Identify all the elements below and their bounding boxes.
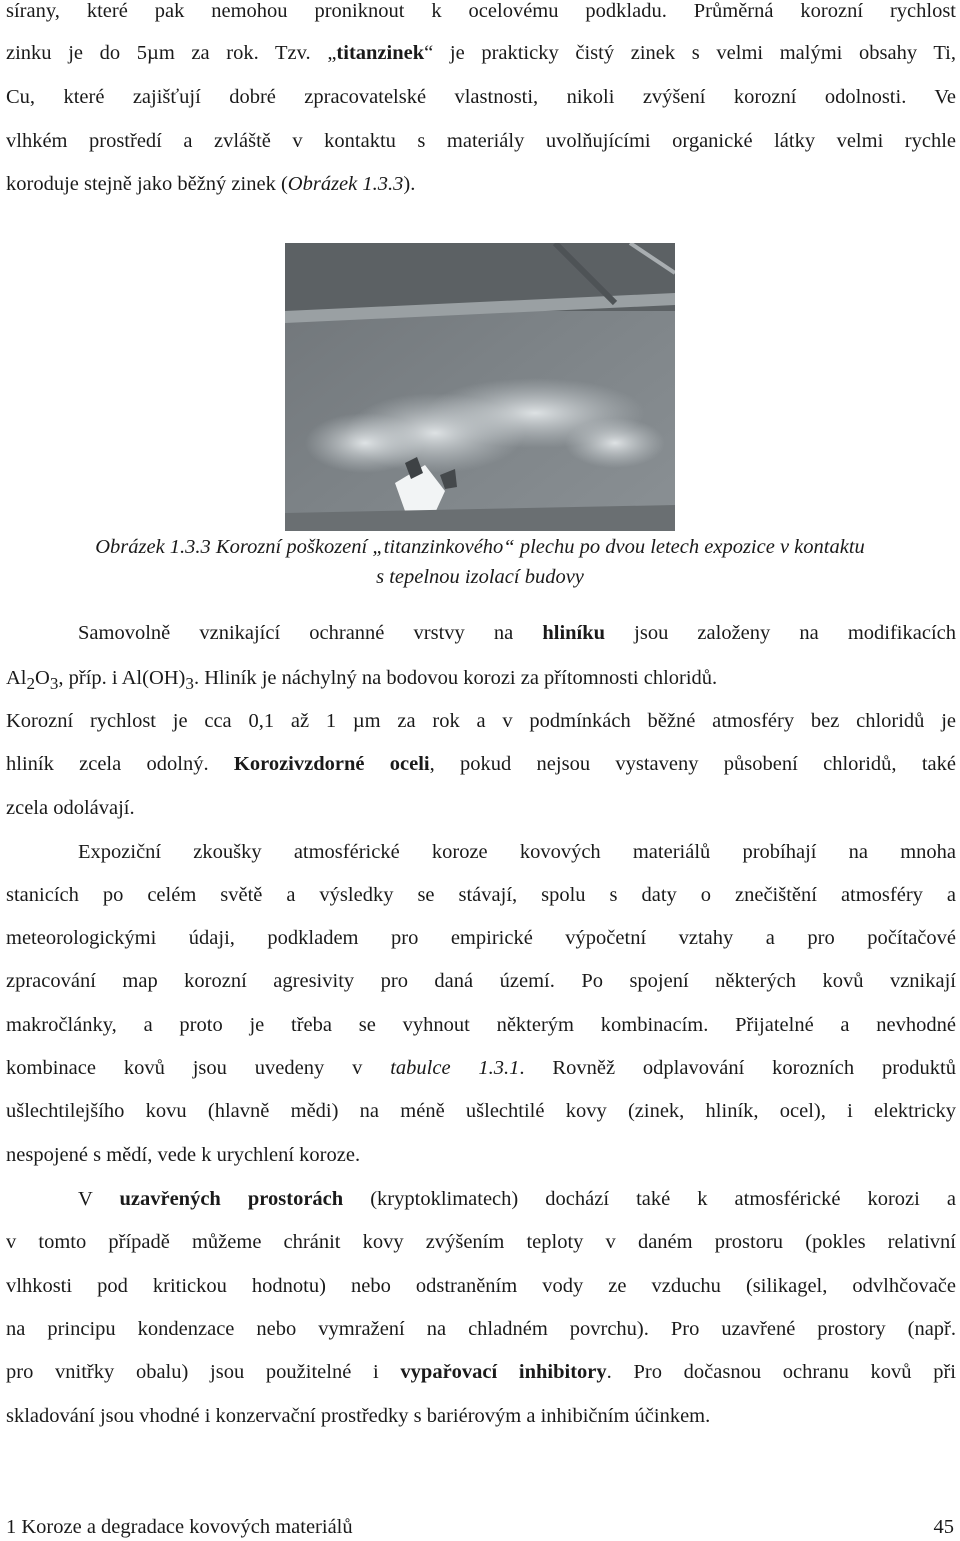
text-line: v tomto případě můžeme chránit kovy zvýšením teploty v daném prostoru (pokles relativní bbox=[6, 1231, 956, 1253]
text-line: nespojené s mědí, vede k urychlení koroze. bbox=[6, 1144, 361, 1166]
text-line: Expoziční zkoušky atmosférické koroze kovových materiálů probíhají na mnoha bbox=[78, 841, 956, 863]
bold-term-vyparovaci-inhibitory: vypařovací inhibitory bbox=[400, 1361, 607, 1383]
bold-term-uzavrene-prostory: uzavřených prostorách bbox=[119, 1188, 344, 1210]
footer-chapter-title: 1 Koroze a degradace kovových materiálů bbox=[6, 1516, 353, 1538]
text-line: $Al_2O_3$, příp. i $Al(OH)_3$. Hliník je náchylný na bodovou korozi za přítomnosti chloridů. bbox=[6, 667, 718, 694]
text-line: sírany, které pak nemohou proniknout k ocelovému podkladu. Průměrná korozní rychlost bbox=[6, 0, 956, 22]
text-line: Cu, které zajišťují dobré zpracovatelské vlastnosti, nikoli zvýšení korozní odolnosti. Ve bbox=[6, 86, 956, 108]
text-line: na principu kondenzace nebo vymražení na chladném povrchu). Pro uzavřené prostory (např. bbox=[6, 1318, 956, 1340]
text-line: zcela odolávají. bbox=[6, 797, 135, 819]
bold-term-korozivzdorne-oceli: Korozivzdorné oceli bbox=[233, 753, 430, 775]
corroded-sheet-photo bbox=[285, 243, 675, 531]
text-line: zpracování map korozní agresivity pro daná území. Po spojení některých kovů vznikají bbox=[6, 970, 956, 992]
page-number: 45 bbox=[933, 1516, 954, 1538]
bold-term-hlinik: hliníku bbox=[542, 622, 606, 644]
figure-caption-line2: s tepelnou izolací budovy bbox=[376, 566, 584, 588]
text-line: meteorologickými údaji, podkladem pro empirické výpočetní vztahy a pro počítačové bbox=[6, 927, 956, 949]
text-line: pro vnitřky obalu) jsou použitelné i vypařovací inhibitory. Pro dočasnou ochranu kovů při bbox=[6, 1361, 957, 1383]
text-line: makročlánky, a proto je třeba se vyhnout některým kombinacím. Přijatelné a nevhodné bbox=[6, 1014, 956, 1036]
text-line: kombinace kovů jsou uvedeny v tabulce 1.3.1. Rovněž odplavování korozních produktů bbox=[6, 1057, 957, 1079]
text-line: ušlechtilejšího kovu (hlavně mědi) na méně ušlechtilé kovy (zinek, hliník, ocel), i elektricky bbox=[6, 1100, 956, 1122]
text-line: stanicích po celém světě a výsledky se stávají, spolu s daty o znečištění atmosféry a bbox=[6, 884, 956, 906]
text-line: vlhkosti pod kritickou hodnotu) nebo odstraněním vody ze vzduchu (silikagel, odvlhčovače bbox=[6, 1275, 956, 1297]
text-line: hliník zcela odolný. Korozivzdorné oceli, pokud nejsou vystaveny působení chloridů, také bbox=[6, 753, 956, 775]
text-line: V uzavřených prostorách (kryptoklimatech) dochází také k atmosférické korozi a bbox=[78, 1188, 956, 1210]
text-line: skladování jsou vhodné i konzervační prostředky s bariérovým a inhibičním účinkem. bbox=[6, 1405, 711, 1427]
text-line: koroduje stejně jako běžný zinek (Obrázek 1.3.3). bbox=[6, 173, 416, 195]
text-line: Korozní rychlost je cca 0,1 až 1 µm za rok a v podmínkách běžné atmosféry bez chloridů je bbox=[6, 710, 956, 732]
text-line: Samovolně vznikající ochranné vrstvy na hliníku jsou založeny na modifikacích bbox=[78, 622, 956, 644]
figure-reference: Obrázek 1.3.3 bbox=[287, 173, 404, 195]
table-reference: tabulce 1.3.1 bbox=[390, 1057, 520, 1079]
text-line: vlhkém prostředí a zvláště v kontaktu s materiály uvolňujícími organické látky velmi rychle bbox=[6, 130, 956, 152]
bold-term-titanzinek: titanzinek bbox=[336, 42, 425, 64]
figure-caption-line1: Obrázek 1.3.3 Korozní poškození „titanzinkového“ plechu po dvou letech expozice v kontaktu bbox=[95, 536, 865, 558]
text-line: zinku je do 5µm za rok. Tzv. „titanzinek“ je prakticky čistý zinek s velmi malými obsahy Ti, bbox=[6, 42, 956, 64]
